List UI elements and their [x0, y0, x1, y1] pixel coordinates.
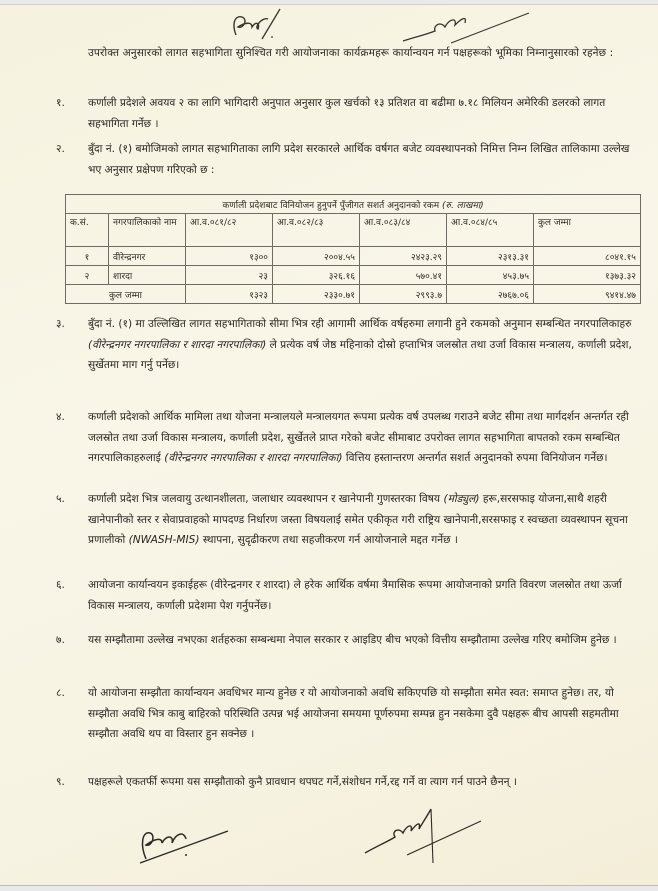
clause-text: ले प्रत्येक वर्ष जेष्ठ महिनाको दोस्रो हप्ताभित्र जलस्रोत तथा उर्जा विकास मन्त्रालय, कर्णाली प्रदेश, सुर्खेतमा माग गर्नु पर्नेछ।: [88, 338, 632, 371]
clause-9: [56, 772, 640, 793]
clause-text: वित्तिय हस्तान्तरण अन्तर्गत सशर्त अनुदानको रुपमा विनियोजन गर्नेछ।: [342, 452, 608, 464]
clause-text: स्थापना, सुदृढीकरण तथा सहजीकरण गर्न आयोजनाले मद्दत गर्नेछ ।: [199, 534, 458, 546]
total-label: कुल जम्मा: [66, 285, 186, 304]
clause-text: यस सम्झौतामा उल्लेख नभएका शर्तहरुका सम्बन्धमा नेपाल सरकार र आइडिए बीच भएको वित्तीय सम्झौतामा उल्लेख गरिए बमोजिम हुनेछ ।: [88, 634, 617, 646]
row-municipality: वीरेन्द्रनगर: [109, 247, 186, 266]
header-fy-083-84: आ.व.०८३/८४: [360, 214, 447, 247]
clause-1: [56, 93, 640, 134]
header-municipality: नगरपालिकाको नाम: [109, 214, 186, 247]
clause-text: आयोजना कार्यान्वयन इकाईहरू (वीरेन्द्रनगर र शारदा) ले हरेक आर्थिक वर्षमा त्रैमासिक रूपमा आयोजनाको प्रगति विवरण जलस्रोत तथा ऊर्जा विकास मन्त्रालय, कर्णाली प्रदेशमा पेश गर्नुपर्नेछ।: [88, 579, 622, 612]
row-serial: २: [66, 266, 109, 285]
header-fy-082-83: आ.व.०८२/८३: [273, 214, 360, 247]
table-caption-row: [66, 195, 641, 214]
total-value: २३३०.७१: [273, 285, 360, 304]
clause-text: कर्णाली प्रदेश भित्र जलवायु उत्थानशीलता, जलाधार व्यवस्थापन र खानेपानी गुणस्तरका विषय: [88, 493, 444, 505]
clause-7: [56, 630, 640, 651]
clause-number: १.: [56, 97, 65, 109]
clause-6: [56, 575, 640, 616]
signature-top-left: [228, 7, 288, 43]
row-total: १३७३.३२: [534, 266, 641, 285]
clause-8: [56, 683, 640, 745]
signature-bottom-left: [128, 815, 238, 867]
table-row: [66, 247, 641, 266]
signature-bottom-right: [355, 805, 485, 867]
clause-number: २.: [56, 143, 65, 155]
clause-3: [56, 314, 640, 376]
row-value: १३००: [186, 247, 273, 266]
table-total-row: [66, 285, 641, 304]
header-serial: क.सं.: [66, 214, 109, 247]
clause-text: कर्णाली प्रदेशले अवयव २ का लागि भागिदारी अनुपात अनुसार कुल खर्चको १३ प्रतिशत वा बढीमा ७.१८ मिलियन अमेरिकी डलरको लागत सहभागिता गर्नेछ ।: [88, 97, 606, 130]
clause-number: ४.: [56, 411, 65, 423]
clause-number: ८.: [56, 687, 65, 699]
clause-italic: (मोड्युल): [443, 493, 480, 505]
total-value: १३२३: [186, 285, 273, 304]
row-value: २३१३.३१: [447, 247, 534, 266]
table-row: [66, 266, 641, 285]
clause-text: कर्णाली प्रदेशको आर्थिक मामिला तथा योजना मन्त्रालयले मन्त्रालयगत रूपमा प्रत्येक वर्ष उपलब्ध गराउने बजेट सीमा तथा मार्गदर्शन अन्तर्गत रही जलस्रोत तथा उर्जा विकास मन्त्रालय, कर्णाली प्रदेश, सुर्खेतले प्राप्त गरेको बजेट सीमाबाट उपरोक्त लागत सहभागिता बापतको रकम सम्बन्धित नगरपालिकाहरुलाई: [88, 411, 629, 464]
header-fy-084-85: आ.व.०८४/८५: [447, 214, 534, 247]
total-value: २७६७.०६: [447, 285, 534, 304]
row-value: २४२३.२९: [360, 247, 447, 266]
clause-text: हरू,सरसफाइ योजना,साथै शहरी खानेपानीको स्तर र सेवाप्रवाहको मापदण्ड निर्धारण जस्ता विषयलाई समेत एकीकृत गरी राष्ट्रिय खानेपानी,सरसफाइ र स्वच्छता व्यवस्थापन सूचना प्रणालीको: [88, 493, 628, 546]
clause-text: बुँदा नं. (१) बमोजिमको लागत सहभागिताका लागि प्रदेश सरकारले आर्थिक वर्षगत बजेट व्यवस्थापनको निमित्त निम्न लिखित तालिकामा उल्लेख भए अनुसार प्रक्षेपण गरिएको छ :: [88, 143, 630, 176]
clause-text: बुँदा नं. (१) मा उल्लिखित लागत सहभागिताको सीमा भित्र रही आगामी आर्थिक वर्षहरुमा लगानी हुने रकमको अनुमान सम्बन्धित नगरपालिकाहरु: [88, 318, 632, 330]
table-caption-unit: (रु. लाखमा): [442, 200, 484, 211]
row-value: ४५३.७५: [447, 266, 534, 285]
clause-text: यो आयोजना सम्झौता कार्यान्वयन अवधिभर मान्य हुनेछ र यो आयोजनाको अवधि सकिएपछि यो सम्झौता समेत स्वत: समाप्त हुनेछ। तर, यो सम्झौता अवधि भित्र काबु बाहिरको परिस्थिति उत्पन्न भई आयोजना समयमा पूर्णरुपमा सम्पन्न हुन नसकेमा दुवै पक्षहरू बीच आपसी सहमतीमा सम्झौता अवधि थप वा विस्तार हुन सक्नेछ ।: [88, 687, 619, 740]
clause-number: ९.: [56, 776, 65, 788]
row-value: २३: [186, 266, 273, 285]
table-header-row: [66, 214, 641, 247]
row-municipality: शारदा: [109, 266, 186, 285]
clause-number: ५.: [56, 493, 65, 505]
clause-2: [56, 139, 640, 180]
grand-total: ९४१४.४७: [534, 285, 641, 304]
row-value: २००४.५५: [273, 247, 360, 266]
clause-4: [56, 407, 640, 469]
row-value: ५७०.४१: [360, 266, 447, 285]
intro-paragraph: उपरोक्त अनुसारको लागत सहभागिता सुनिश्चित गरी आयोजनाका कार्यक्रमहरू कार्यान्वयन गर्न पक्षहरूको भूमिका निम्नानुसारको रहनेछ :: [88, 47, 614, 59]
clause-italic: (NWASH-MIS): [128, 534, 200, 546]
table-caption: [66, 195, 641, 214]
table-caption-text: कर्णाली प्रदेशबाट विनियोजन हुनुपर्ने पुँजीगत सशर्त अनुदानको रकम: [222, 200, 440, 211]
clause-number: ३.: [56, 318, 65, 330]
row-total: ८०४१.१५: [534, 247, 641, 266]
scanned-document-page: [0, 4, 658, 886]
total-value: २९९३.७: [360, 285, 447, 304]
clause-italic: (वीरेन्द्रनगर नगरपालिका र शारदा नगरपालिका): [88, 338, 267, 351]
row-serial: १: [66, 247, 109, 266]
header-fy-081-82: आ.व.०८१/८२: [186, 214, 273, 247]
clause-text: पक्षहरूले एकतर्फी रूपमा यस सम्झौताको कुनै प्रावधान थपघट गर्ने,संशोधन गर्ने,रद्द गर्ने वा त्याग गर्न पाउने छैनन् ।: [88, 776, 517, 788]
clause-italic: (वीरेन्द्रनगर नगरपालिका र शारदा नगरपालिका): [164, 452, 343, 464]
row-value: ३२६.१६: [273, 266, 360, 285]
signature-top-right: [395, 7, 535, 45]
header-total: कुल जम्मा: [534, 214, 641, 247]
clause-5: [56, 489, 640, 551]
grant-allocation-table: [65, 194, 641, 304]
clause-number: ६.: [56, 579, 65, 591]
clause-number: ७.: [56, 634, 65, 646]
